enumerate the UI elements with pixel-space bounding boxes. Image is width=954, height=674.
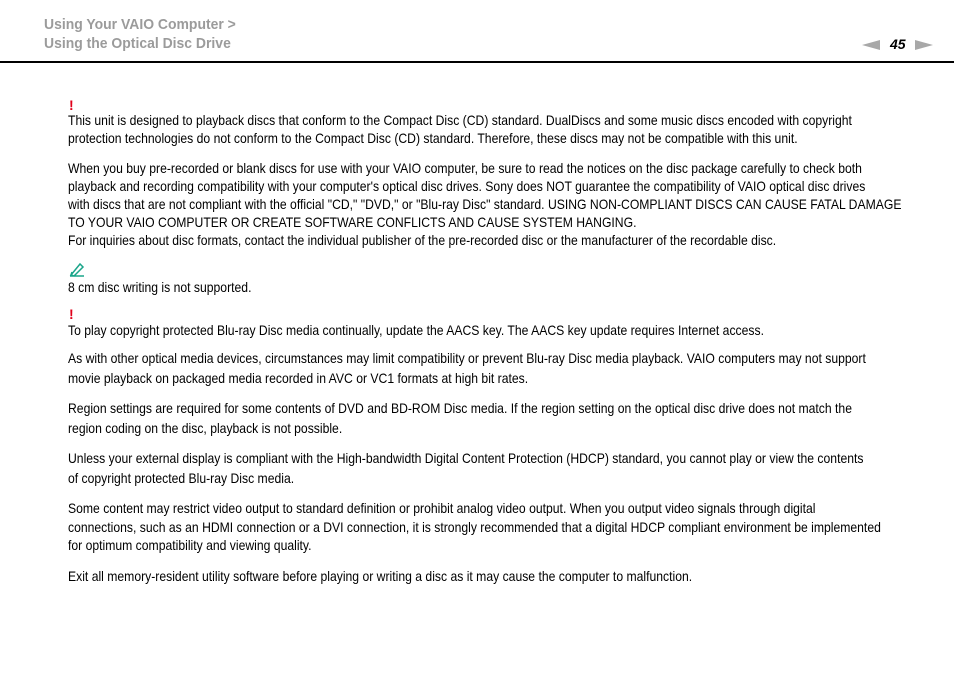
text-line: TO YOUR VAIO COMPUTER OR CREATE SOFTWARE CONFLICTS AND CAUSE SYSTEM HANGING. — [68, 214, 637, 230]
header-divider — [0, 61, 954, 63]
text-line: protection technologies do not conform to the Compact Disc (CD) standard. Therefore, these discs may not be compatible with this unit. — [68, 130, 798, 146]
page-navigation — [860, 36, 940, 54]
next-page-arrow-icon[interactable] — [915, 40, 933, 50]
text-line: This unit is designed to playback discs that conform to the Compact Disc (CD) standard. DualDiscs and some music discs encoded with copyright — [68, 112, 852, 128]
text-line: Some content may restrict video output to standard definition or prohibit analog video output. When you output video signals through digital — [68, 500, 816, 516]
text-line: movie playback on packaged media recorded in AVC or VC1 formats at high bit rates. — [68, 369, 529, 386]
text-line: As with other optical media devices, circumstances may limit compatibility or prevent Blu-ray Disc media playback. VAIO computers may not support — [68, 350, 866, 366]
page-number: 45 — [890, 36, 906, 52]
paragraph — [68, 278, 279, 296]
breadcrumb-page[interactable]: Using the Optical Disc Drive — [44, 35, 231, 52]
paragraph — [68, 349, 954, 388]
paragraph — [68, 111, 954, 147]
text-line: of copyright protected Blu-ray Disc media. — [68, 469, 295, 486]
text-line: To play copyright protected Blu-ray Disc media continually, update the AACS key. The AACS key update requires Internet access. — [68, 322, 764, 338]
text-line: For inquiries about disc formats, contact the individual publisher of the pre-recorded disc or the manufacturer of the recordable disc. — [68, 232, 777, 248]
text-line: with discs that are not compliant with the official "CD," "DVD," or "Blu-ray Disc" standard. USING NON-COMPLIANT DISCS CAN CAUSE FATAL DAMAGE — [68, 196, 902, 212]
text-line: for optimum compatibility and viewing quality. — [68, 537, 312, 553]
paragraph — [68, 321, 868, 339]
text-line: 8 cm disc writing is not supported. — [68, 279, 252, 295]
text-line: Region settings are required for some contents of DVD and BD-ROM Disc media. If the region setting on the optical disc drive does not match the — [68, 400, 852, 416]
previous-page-arrow-icon[interactable] — [862, 40, 880, 50]
text-line: Exit all memory-resident utility software before playing or writing a disc as it may cause the computer to malfunction. — [68, 568, 693, 584]
note-pencil-icon — [68, 262, 88, 278]
text-line: playback and recording compatibility with your computer's optical disc drives. Sony does NOT guarantee the compatibility of VAIO optical disc drives — [68, 178, 866, 194]
paragraph — [68, 449, 954, 488]
paragraph — [68, 159, 954, 249]
paragraph — [68, 499, 954, 555]
text-line: region coding on the disc, playback is not possible. — [68, 419, 343, 436]
warning-icon: ! — [69, 97, 74, 113]
text-line: Unless your external display is compliant with the High-bandwidth Digital Content Protection (HDCP) standard, you cannot play or view the contents — [68, 450, 864, 466]
text-line: When you buy pre-recorded or blank discs for use with your VAIO computer, be sure to read the notices on the disc package carefully to check both — [68, 160, 862, 176]
breadcrumb-section[interactable]: Using Your VAIO Computer > — [44, 16, 236, 33]
paragraph — [68, 567, 785, 585]
text-line: connections, such as an HDMI connection or a DVI connection, it is strongly recommended that a digital HDCP compliant environment be implemented — [68, 518, 881, 535]
paragraph — [68, 399, 954, 438]
warning-icon: ! — [69, 306, 74, 322]
